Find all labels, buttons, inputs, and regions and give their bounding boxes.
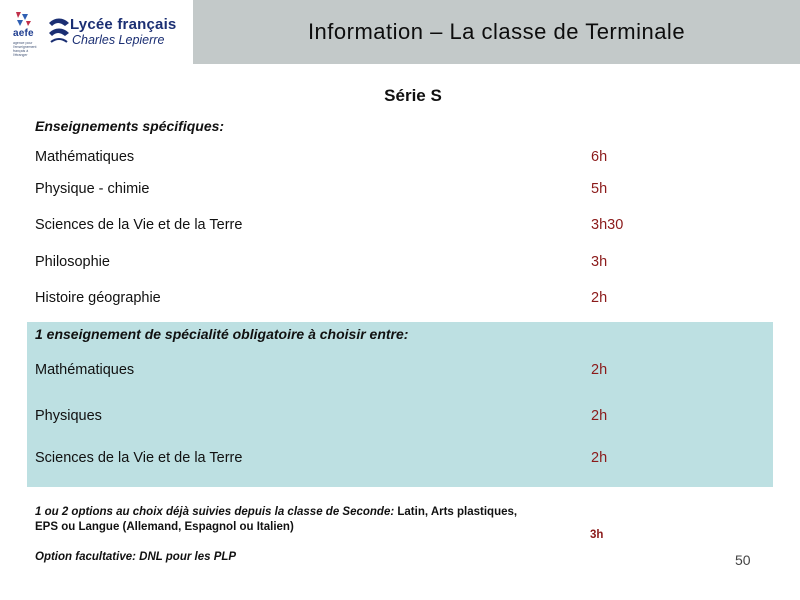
school-name-line2: Charles Lepierre bbox=[72, 33, 165, 47]
options-note bbox=[35, 505, 535, 535]
subject-hours: 3h30 bbox=[591, 217, 624, 233]
subject-hours: 5h bbox=[591, 181, 608, 197]
subject-name: Physique - chimie bbox=[35, 181, 150, 197]
page-number: 50 bbox=[735, 552, 751, 568]
speciality-name: Physiques bbox=[35, 408, 102, 424]
speciality-hours: 2h bbox=[591, 408, 608, 424]
aefe-logo-icon bbox=[12, 10, 40, 30]
school-logo bbox=[10, 10, 190, 58]
school-name-line1: Lycée français bbox=[70, 16, 177, 33]
subject-name: Histoire géographie bbox=[35, 290, 161, 306]
specific-heading: Enseignements spécifiques: bbox=[35, 118, 225, 134]
subject-name: Sciences de la Vie et de la Terre bbox=[35, 217, 243, 233]
facultative-note: Option facultative: DNL pour les PLP bbox=[35, 551, 237, 563]
speciality-name: Mathématiques bbox=[35, 362, 135, 378]
lycee-logo-icon bbox=[47, 15, 71, 47]
aefe-subtitle: agence pour l'enseignement français à l'étranger bbox=[13, 41, 37, 57]
options-intro: 1 ou 2 options au choix déjà suivies depuis la classe de Seconde: bbox=[35, 506, 395, 518]
subject-hours: 6h bbox=[591, 149, 608, 165]
subject-name: Philosophie bbox=[35, 254, 110, 270]
subject-hours: 2h bbox=[591, 290, 608, 306]
subject-name: Mathématiques bbox=[35, 149, 135, 165]
options-hours: 3h bbox=[590, 529, 604, 541]
page-title: Information – La classe de Terminale bbox=[307, 19, 686, 44]
subject-hours: 3h bbox=[591, 254, 608, 270]
serie-title: Série S bbox=[384, 86, 442, 105]
speciality-hours: 2h bbox=[591, 362, 608, 378]
speciality-heading: 1 enseignement de spécialité obligatoire à choisir entre: bbox=[35, 326, 409, 342]
speciality-name: Sciences de la Vie et de la Terre bbox=[35, 450, 243, 466]
speciality-hours: 2h bbox=[591, 450, 608, 466]
options-list: Latin, Arts plastiques, EPS ou Langue (Allemand, Espagnol ou Italien) bbox=[35, 506, 518, 533]
aefe-label: aefe bbox=[13, 28, 34, 39]
